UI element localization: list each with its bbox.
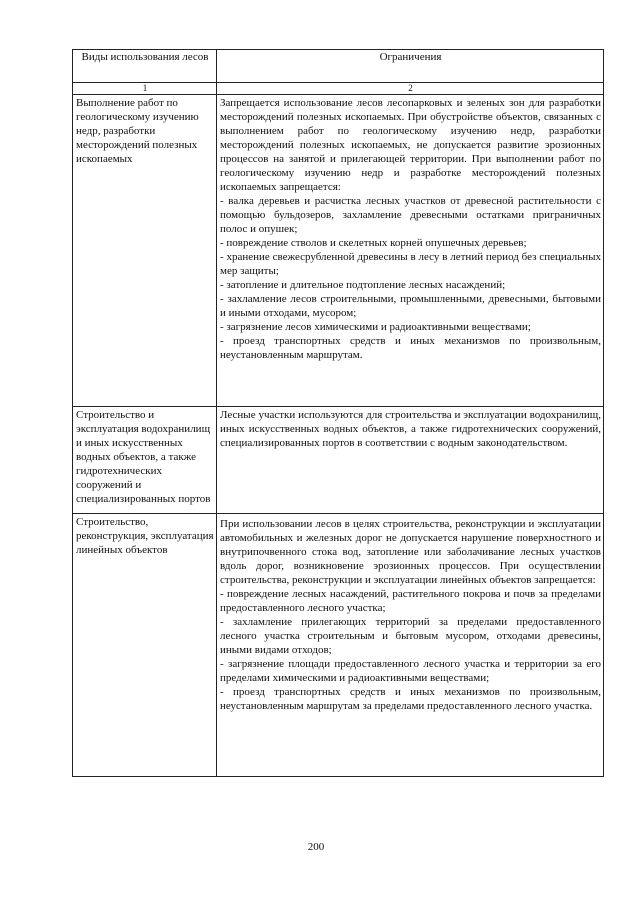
header-restrictions: Ограничения [217, 50, 604, 83]
forest-use-restrictions-table [72, 49, 604, 777]
table-column-numbers-row [73, 83, 604, 95]
restriction-bullet: - проезд транспортных средств и иных механизмов по произвольным, неустановленным маршрутам. [220, 335, 601, 361]
restriction-bullet: - загрязнение лесов химическими и радиоактивными веществами; [220, 321, 531, 333]
restriction-bullet: - повреждение стволов и скелетных корней опушечных деревьев; [220, 237, 527, 249]
restriction-bullet: - хранение свежесрубленной древесины в лесу в летний период без специальных мер защиты; [220, 251, 601, 277]
restriction-bullet: - захламление лесов строительными, промышленными, древесными, бытовыми и иными отходами, мусором; [220, 293, 601, 319]
table-row [73, 514, 604, 777]
restriction-bullet: - захламление прилегающих территорий за пределами предоставленного лесного участка строительным и бытовым мусором, отходами древесины, иными видами отходов; [220, 616, 601, 656]
table-header-row [73, 50, 604, 83]
restriction-bullet: - валка деревьев и расчистка лесных участков от древесной растительности с помощью бульдозеров, захламление древесными остатками приграничных полос и опушек; [220, 195, 601, 235]
restriction-bullet: - загрязнение площади предоставленного лесного участка и территории за его пределами химическими и радиоактивными веществами; [220, 658, 601, 684]
restriction-bullet: - проезд транспортных средств и иных механизмов по произвольным, неустановленным маршрутам за пределами предоставленного лесного участка. [220, 686, 601, 712]
row-forest-use-type: Выполнение работ по геологическому изучению недр, разработки месторождений полезных ископаемых [73, 95, 217, 407]
column-number-1: 1 [73, 83, 217, 95]
row-restrictions [217, 95, 604, 407]
restriction-intro: Запрещается использование лесов лесопарковых и зеленых зон для разработки месторождений полезных ископаемых. При обустройстве объектов, связанных с выполнением работ по геологическому изучению недр, разработки месторождений полезных ископаемых, не допускается развитие эрозионных процессов на занятой и прилегающей территории. При выполнении работ по геологическому изучению недр и разработке месторождений полезных ископаемых запрещается: [220, 97, 601, 193]
restriction-intro: Лесные участки используются для строительства и эксплуатации водохранилищ, иных искусственных водных объектов, а также гидротехнических сооружений, специализированных портов в соответствии с водным законодательством. [220, 409, 601, 449]
column-number-2: 2 [217, 83, 604, 95]
row-restrictions [217, 514, 604, 777]
restriction-bullet: - затопление и длительное подтопление лесных насаждений; [220, 279, 506, 291]
table-row [73, 407, 604, 514]
header-forest-use-types: Виды использования лесов [73, 50, 217, 83]
row-forest-use-type: Строительство, реконструкция, эксплуатация линейных объектов [73, 514, 217, 777]
row-forest-use-type: Строительство и эксплуатация водохранилищ и иных искусственных водных объектов, а также гидротехнических сооружений и специализированных портов [73, 407, 217, 514]
page-number: 200 [307, 841, 325, 853]
row-restrictions [217, 407, 604, 514]
table-row [73, 95, 604, 407]
restriction-bullet: - повреждение лесных насаждений, растительного покрова и почв за пределами предоставленного лесного участка; [220, 588, 601, 614]
restriction-intro: При использовании лесов в целях строительства, реконструкции и эксплуатации автомобильных и железных дорог не допускается нарушение поверхностного и внутрипочвенного стока вод, затопление или заболачивание лесных участков вдоль дорог, возникновение эрозионных процессов. При осуществлении строительства, реконструкции и эксплуатации линейных объектов запрещается: [220, 518, 601, 586]
